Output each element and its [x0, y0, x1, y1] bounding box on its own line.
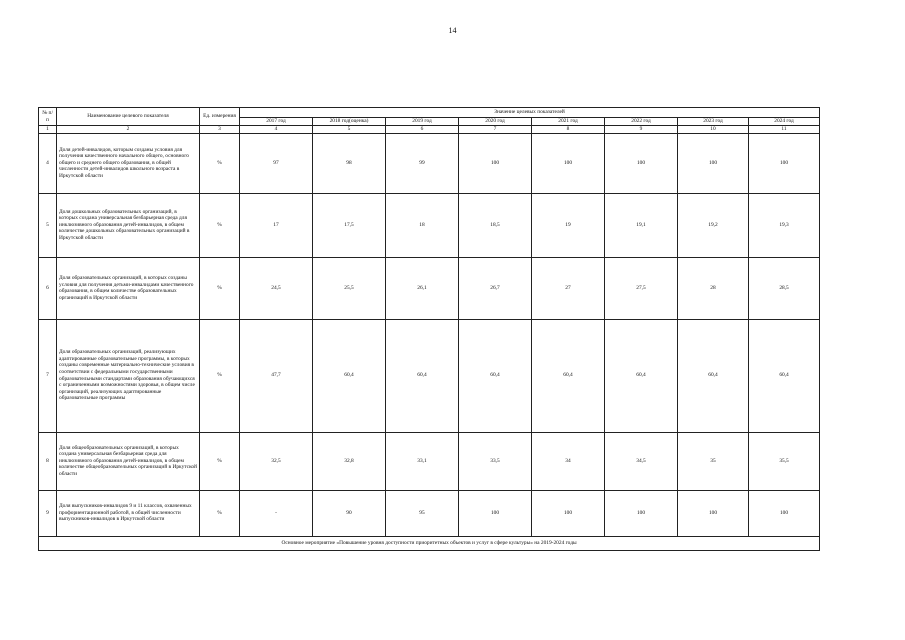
header-year: 2021 год [532, 118, 605, 126]
header-year: 2019 год [386, 118, 459, 126]
indicators-table [38, 107, 820, 551]
column-number: 11 [749, 126, 820, 134]
indicator-name: Доля общеобразовательных организаций, в которых создана универсальная безбарьерная среда для инклюзивного образования детей-инвалидов, в общем количестве общеобразовательных организаций в Иркутской области [57, 432, 200, 490]
indicator-value: 32,8 [313, 432, 386, 490]
indicator-value: 60,4 [605, 319, 678, 432]
column-number: 9 [605, 126, 678, 134]
table-row [39, 257, 820, 319]
row-number: 5 [39, 193, 57, 257]
indicator-name: Доля выпускников-инвалидов 9 и 11 классов, охваченных профориентационной работой, в общей численности выпускников-инвалидов в Иркутской области [57, 490, 200, 536]
indicator-value: 28,5 [749, 257, 820, 319]
table-row [39, 432, 820, 490]
indicator-unit: % [200, 319, 240, 432]
indicator-value: 32,5 [240, 432, 313, 490]
header-name: Наименование целевого показателя [57, 108, 200, 126]
indicator-value: 18,5 [459, 193, 532, 257]
indicator-value: 60,4 [313, 319, 386, 432]
column-number: 3 [200, 126, 240, 134]
header-unit: Ед. измерения [200, 108, 240, 126]
indicator-value: 26,7 [459, 257, 532, 319]
row-number: 7 [39, 319, 57, 432]
indicator-value: 60,4 [678, 319, 749, 432]
indicator-value: 35,5 [749, 432, 820, 490]
row-number: 6 [39, 257, 57, 319]
indicator-value: 27 [532, 257, 605, 319]
table-row [39, 133, 820, 193]
indicator-value: 26,1 [386, 257, 459, 319]
indicator-value: 17 [240, 193, 313, 257]
indicator-value: 100 [749, 490, 820, 536]
indicator-value: 19,2 [678, 193, 749, 257]
row-number: 8 [39, 432, 57, 490]
indicator-value: 47,7 [240, 319, 313, 432]
indicator-value: 100 [605, 133, 678, 193]
table-row [39, 490, 820, 536]
section-title: Основное мероприятие «Повышение уровня доступности приоритетных объектов и услуг в сфере культуры» на 2019-2024 годы [39, 536, 820, 550]
column-number: 4 [240, 126, 313, 134]
indicator-value: 19,3 [749, 193, 820, 257]
table-row [39, 193, 820, 257]
column-number-row [39, 126, 820, 134]
indicator-value: 33,1 [386, 432, 459, 490]
indicator-value: 100 [532, 490, 605, 536]
column-number: 5 [313, 126, 386, 134]
indicator-value: 100 [749, 133, 820, 193]
indicator-value: 60,4 [459, 319, 532, 432]
column-number: 1 [39, 126, 57, 134]
header-year: 2020 год [459, 118, 532, 126]
indicator-value: 19,1 [605, 193, 678, 257]
column-number: 10 [678, 126, 749, 134]
header-year: 2018 год(оценка) [313, 118, 386, 126]
column-number: 6 [386, 126, 459, 134]
indicator-value: 60,4 [386, 319, 459, 432]
header-year: 2023 год [678, 118, 749, 126]
indicator-value: 95 [386, 490, 459, 536]
indicator-value: 34,5 [605, 432, 678, 490]
column-number: 7 [459, 126, 532, 134]
row-number: 9 [39, 490, 57, 536]
indicator-unit: % [200, 193, 240, 257]
indicator-value: 100 [678, 490, 749, 536]
indicator-value: 18 [386, 193, 459, 257]
header-values-group: Значение целевых показателей [240, 108, 820, 118]
indicator-value: 100 [532, 133, 605, 193]
indicator-value: 19 [532, 193, 605, 257]
indicator-value: 98 [313, 133, 386, 193]
indicator-value: 100 [459, 133, 532, 193]
section-footer-row [39, 536, 820, 550]
indicator-value: 28 [678, 257, 749, 319]
indicator-value: 90 [313, 490, 386, 536]
header-year: 2017 год [240, 118, 313, 126]
indicator-name: Доля образовательных организаций, в которых созданы условия для получения детьми-инвалидами качественного образования, в общем количестве образовательных организаций в Иркутской области [57, 257, 200, 319]
indicator-value: 25,5 [313, 257, 386, 319]
indicator-value: 27,5 [605, 257, 678, 319]
indicator-name: Доля дошкольных образовательных организаций, в которых создана универсальная безбарьерная среда для инклюзивного образования детей-инвалидов, в общем количестве дошкольных образовательных организаций в Иркутской области [57, 193, 200, 257]
indicator-value: 99 [386, 133, 459, 193]
header-row [39, 108, 820, 118]
indicator-value: 97 [240, 133, 313, 193]
indicator-value: 35 [678, 432, 749, 490]
indicator-value: 24,5 [240, 257, 313, 319]
indicator-value: 60,4 [532, 319, 605, 432]
table-row [39, 319, 820, 432]
header-year: 2022 год [605, 118, 678, 126]
indicator-value: 100 [678, 133, 749, 193]
header-num: № п/п [39, 108, 57, 126]
indicator-value: 100 [605, 490, 678, 536]
indicator-value: 100 [459, 490, 532, 536]
column-number: 2 [57, 126, 200, 134]
indicator-name: Доля детей-инвалидов, которым созданы условия для получения качественного начального общего, основного общего и среднего общего образования, в общей численности детей-инвалидов школьного возраста в Иркутской области [57, 133, 200, 193]
indicator-unit: % [200, 432, 240, 490]
header-year: 2024 год [749, 118, 820, 126]
indicator-value: 17,5 [313, 193, 386, 257]
indicator-value: 33,5 [459, 432, 532, 490]
page-number: 14 [448, 26, 457, 35]
column-number: 8 [532, 126, 605, 134]
indicator-name: Доля образовательных организаций, реализующих адаптированные образовательные программы, в которых созданы современные материально-технические условия в соответствии с федеральными государственными образовательными стандартами образования обучающихся с ограниченными возможностями здоровья, в общем числе организаций, реализующих адаптированные образовательные программы [57, 319, 200, 432]
indicator-value: 60,4 [749, 319, 820, 432]
indicator-unit: % [200, 490, 240, 536]
indicator-unit: % [200, 257, 240, 319]
indicator-value: 34 [532, 432, 605, 490]
indicator-unit: % [200, 133, 240, 193]
row-number: 4 [39, 133, 57, 193]
indicator-value: - [240, 490, 313, 536]
